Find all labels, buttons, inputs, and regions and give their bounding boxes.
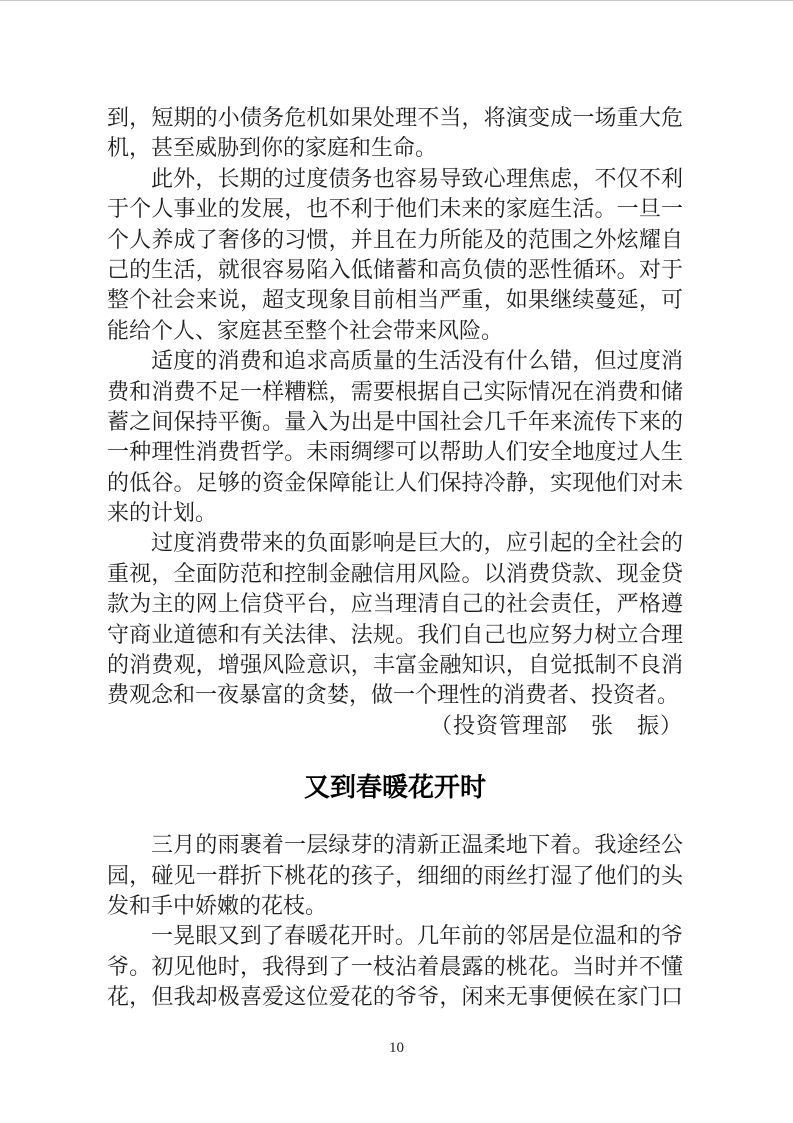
text-line: 一种理性消费哲学。未雨绸缪可以帮助人们安全地度过人生 [107,439,683,465]
text-line: 三月的雨裹着一层绿芽的清新正温柔地下着。我途经公 [151,832,683,858]
text-line: 费观念和一夜暴富的贪婪，做一个理性的消费者、投资者。 [107,682,680,708]
text-line: 己的生活，就很容易陷入低储蓄和高负债的恶性循环。对于 [107,256,683,282]
text-line: 发和手中娇嫩的花枝。 [107,892,328,918]
article-body-text [107,830,683,1012]
page-number: 10 [389,1040,404,1056]
text-line: 的消费观，增强风险意识，丰富金融知识，自觉抵制不良消 [107,652,683,678]
text-line: 款为主的网上信贷平台，应当理清自己的社会责任，严格遵 [107,591,683,617]
author-signature: （投资管理部 张 振） [429,712,683,738]
text-line: 花，但我却极喜爱这位爱花的爷爷，闲来无事便候在家门口 [107,984,683,1010]
text-line: 来的计划。 [107,500,218,526]
text-line: 于个人事业的发展，也不利于他们未来的家庭生活。一旦一 [107,196,683,222]
text-line: 守商业道德和有关法律、法规。我们自己也应努力树立合理 [107,621,683,647]
text-line: 重视，全面防范和控制金融信用风险。以消费贷款、现金贷 [107,560,683,586]
text-line: 的低谷。足够的资金保障能让人们保持冷静，实现他们对未 [107,469,683,495]
text-line: 一晃眼又到了春暖花开时。几年前的邻居是位温和的爷 [151,923,683,949]
text-line: 整个社会来说，超支现象目前相当严重，如果继续蔓延，可 [107,287,683,313]
text-line: 能给个人、家庭甚至整个社会带来风险。 [107,317,504,343]
text-line: 爷。初见他时，我得到了一枝沾着晨露的桃花。当时并不懂 [107,953,683,979]
text-line: 适度的消费和追求高质量的生活没有什么错，但过度消 [151,348,683,374]
article-continuation-text [107,103,683,711]
text-line: 到，短期的小债务危机如果处理不当，将演变成一场重大危 [107,105,683,130]
text-line: 机，甚至威胁到你的家庭和生命。 [107,135,438,161]
text-line: 此外，长期的过度债务也容易导致心理焦虑，不仅不利 [151,165,683,191]
article-title: 又到春暖花开时 [303,772,486,803]
text-line: 费和消费不足一样糟糕，需要根据自己实际情况在消费和储 [107,378,683,404]
text-line: 过度消费带来的负面影响是巨大的，应引起的全社会的 [151,530,683,556]
text-block [107,103,683,1013]
text-line: 园，碰见一群折下桃花的孩子，细细的雨丝打湿了他们的头 [107,862,683,888]
text-line: 蓄之间保持平衡。量入为出是中国社会几千年来流传下来的 [107,408,683,434]
text-line: 个人养成了奢侈的习惯，并且在力所能及的范围之外炫耀自 [107,226,683,252]
